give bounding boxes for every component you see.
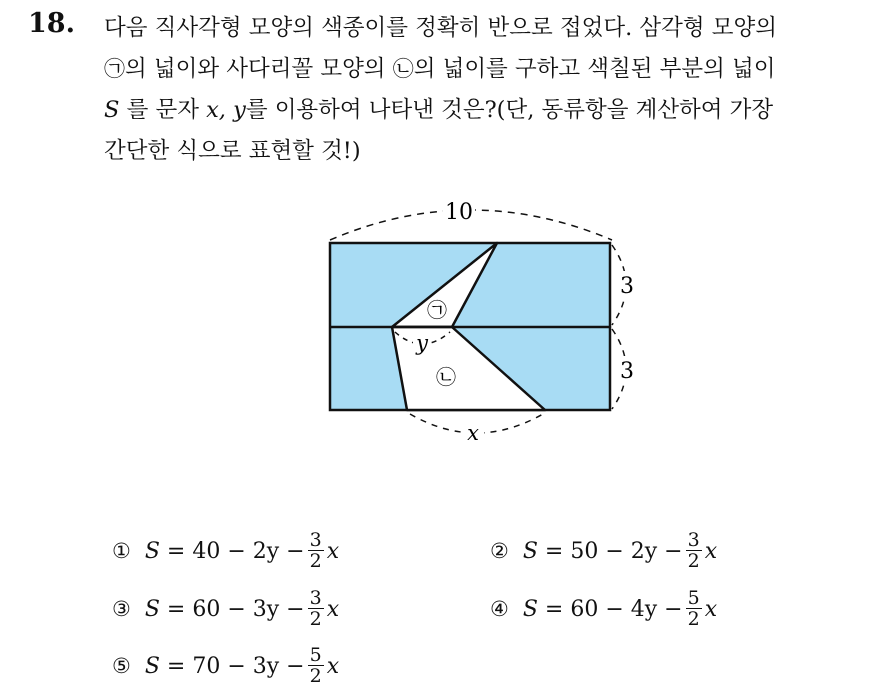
choice-2-fraction <box>686 531 702 571</box>
question-line-2a: 의 넓이와 사다리꼴 모양의 <box>125 56 393 82</box>
question-line-3b: 를 이용하여 나타낸 것은?(단, 동류항을 계산하여 가장 <box>245 97 774 123</box>
height-label-bottom: 3 <box>620 359 634 384</box>
choice-1-lhs: S <box>144 538 160 564</box>
question-line-3a: 를 문자 <box>119 97 207 123</box>
choice-5[interactable] <box>112 644 339 688</box>
question-line-3 <box>104 90 874 131</box>
y-label: y <box>416 331 428 355</box>
var-s-inline: S <box>104 97 120 123</box>
mark-a-inline: ㉠ <box>104 57 125 81</box>
choice-2[interactable] <box>490 529 717 573</box>
height-label-top: 3 <box>620 274 634 299</box>
choice-1-fraction <box>308 531 324 571</box>
choice-5-fraction <box>308 646 324 686</box>
region-a-mark: ㉠ <box>427 298 447 322</box>
choice-2-numerator: 3 <box>687 529 700 551</box>
choice-4-fraction <box>686 589 702 629</box>
question-line-1: 다음 직사각형 모양의 색종이를 정확히 반으로 접었다. 삼각형 모양의 <box>104 15 777 41</box>
var-xy-inline: x, y <box>206 97 246 123</box>
choice-5-rhs: = 70 − 3y − <box>166 653 305 679</box>
question-line-2b: 의 넓이를 구하고 색칠된 부분의 넓이 <box>413 56 776 82</box>
choice-2-rhs: = 50 − 2y − <box>544 538 683 564</box>
choice-3[interactable] <box>112 587 339 631</box>
choice-3-var: x <box>326 596 340 622</box>
choice-4[interactable] <box>490 587 717 631</box>
choice-5-numerator: 5 <box>309 644 322 666</box>
mark-b-inline: ㉡ <box>392 57 414 81</box>
question-text <box>104 8 874 172</box>
choice-1-number: ① <box>112 539 131 563</box>
x-label: x <box>467 421 479 445</box>
choice-2-var: x <box>704 538 718 564</box>
choice-3-numerator: 3 <box>309 587 322 609</box>
choice-3-fraction <box>308 589 324 629</box>
choice-4-denominator: 2 <box>687 608 700 630</box>
choice-4-number: ④ <box>490 597 509 621</box>
folded-paper-figure <box>300 190 660 450</box>
choice-2-lhs: S <box>522 538 538 564</box>
choice-4-rhs: = 60 − 4y − <box>544 596 683 622</box>
choice-4-lhs: S <box>522 596 538 622</box>
choice-4-numerator: 5 <box>687 587 700 609</box>
choice-3-lhs: S <box>144 596 160 622</box>
choice-2-denominator: 2 <box>687 550 700 572</box>
choice-5-number: ⑤ <box>112 654 131 678</box>
question-line-4: 간단한 식으로 표현할 것!) <box>104 138 361 164</box>
choice-1-denominator: 2 <box>309 550 322 572</box>
choice-4-var: x <box>704 596 718 622</box>
choice-5-denominator: 2 <box>309 665 322 687</box>
choice-3-rhs: = 60 − 3y − <box>166 596 305 622</box>
width-label: 10 <box>445 200 473 225</box>
choice-3-denominator: 2 <box>309 608 322 630</box>
question-number: 18. <box>28 8 75 39</box>
choice-1[interactable] <box>112 529 339 573</box>
choice-5-lhs: S <box>144 653 160 679</box>
choice-1-var: x <box>326 538 340 564</box>
choice-1-rhs: = 40 − 2y − <box>166 538 305 564</box>
choice-1-numerator: 3 <box>309 529 322 551</box>
choice-3-number: ③ <box>112 597 131 621</box>
choice-5-var: x <box>326 653 340 679</box>
region-b-mark: ㉡ <box>436 365 456 389</box>
choice-2-number: ② <box>490 539 509 563</box>
question-line-2 <box>104 49 874 90</box>
